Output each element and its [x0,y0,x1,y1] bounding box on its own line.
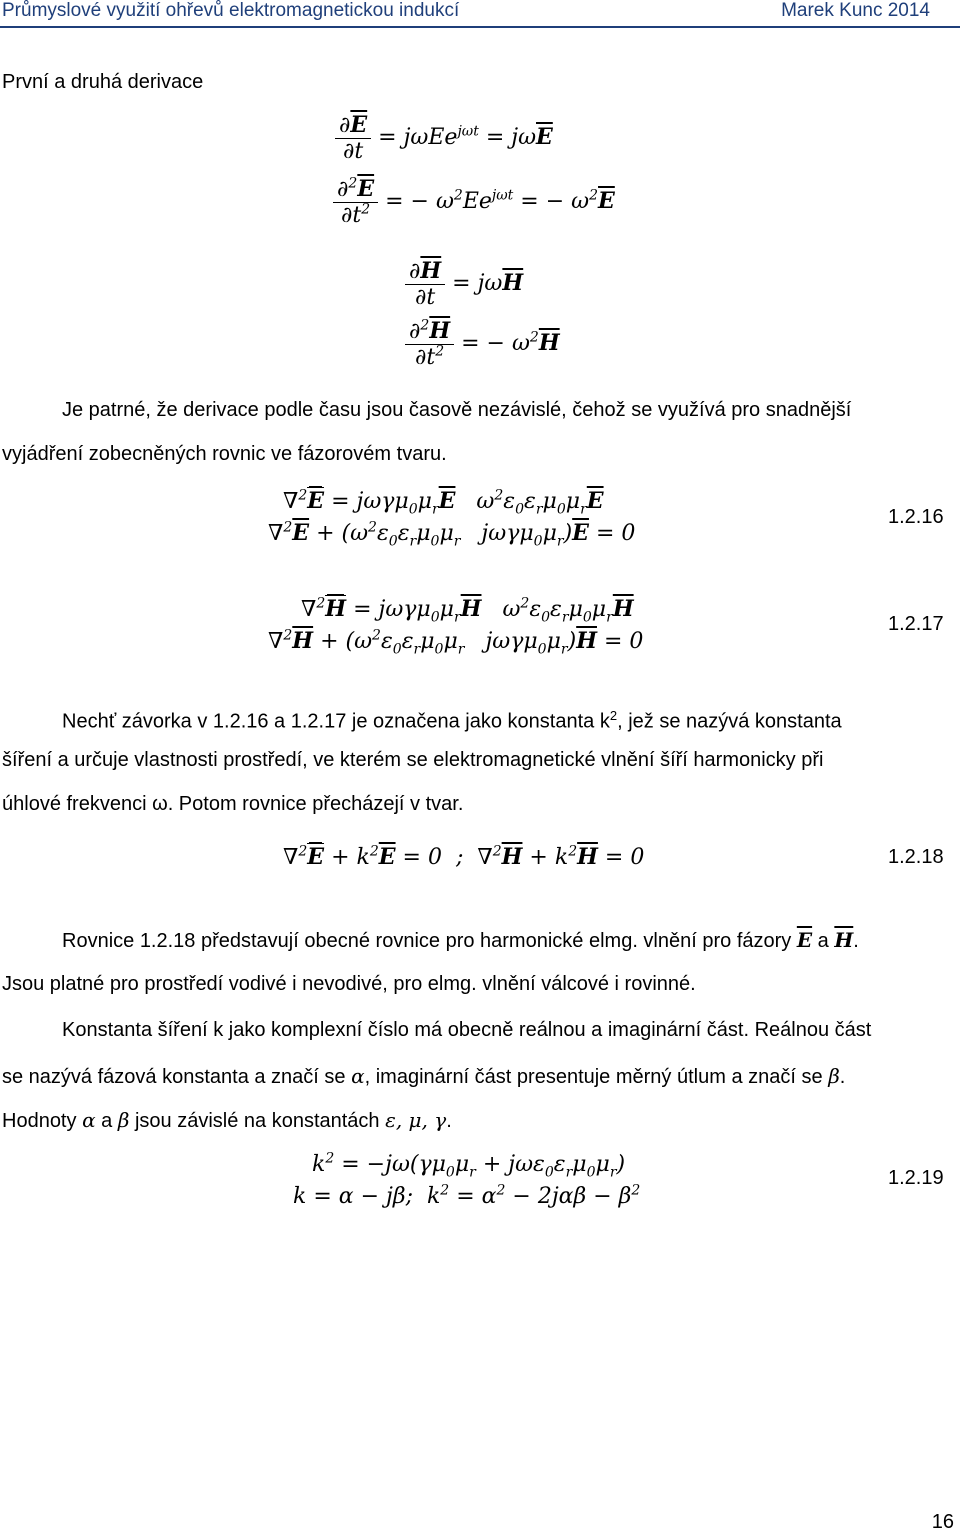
paragraph-2-line-1-text: Nechť závorka v 1.2.16 a 1.2.17 je označena jako konstanta k [62,710,610,733]
paragraph-3-line-1: Rovnice 1.2.18 představují obecné rovnice pro harmonické elmg. vlnění pro fázory $\overline{E}$ a $\overline{H}$. [62,928,859,952]
page-header [0,0,960,24]
paragraph-3-line-1-text: Rovnice 1.2.18 představují obecné rovnice pro harmonické elmg. vlnění pro fázory [62,930,792,952]
equation-dE-dt: $\frac{\partial\overline{E}}{\partial t}$ = $j\omega Ee^{j\omega t} = j\omega\overline{E}$ [335,112,553,164]
paragraph-4-line-3-text-a: Hodnoty [2,1110,77,1132]
paragraph-4-line-3-text-b: a [101,1110,113,1132]
equation-1-2-16-a: $\nabla^2E = j\omega\gamma\mu_0\mu_r\overline{E}$ $\omega^2\varepsilon_0\varepsilon_r\mu_0\mu_r\overline{E}$ [283,487,604,518]
equation-1-2-17-a: $\nabla^2H = j\omega\gamma\mu_0\mu_r\overline{H}$ $\omega^2\varepsilon_0\varepsilon_r\mu_0\mu_r\overline{H}$ [301,595,634,626]
document-title: Průmyslové využití ohřevů elektromagnetickou indukcí [2,0,460,21]
paragraph-4-line-2-text-b: , imaginární část presentuje měrný útlum a značí se [364,1066,823,1088]
equation-1-2-16-b: $\nabla^2\overline{E} + (\omega^2\varepsilon_0\varepsilon_r\mu_0\mu_r$ $j\omega\gamma\mu_0\mu_r)\overline{E} = 0$ [268,519,636,550]
equation-dH-dt: $\frac{\partial\overline{H}}{\partial t}$ = $j\omega\overline{H}$ [405,258,523,310]
paragraph-2-line-3: úhlové frekvenci ω. Potom rovnice přecházejí v tvar. [2,793,464,815]
equation-number-1-2-17: 1.2.17 [888,613,944,635]
paragraph-1-line-2: vyjádření zobecněných rovnic ve fázorovém tvaru. [2,443,447,465]
equation-number-1-2-16: 1.2.16 [888,506,944,528]
paragraph-4-line-2: se nazývá fázová konstanta a značí se α, imaginární část presentuje měrný útlum a značí se β. [2,1064,846,1088]
paragraph-2-line-1 [62,704,842,734]
paragraph-4-line-2-text-a: se nazývá fázová konstanta a značí se [2,1066,346,1088]
equation-1-2-17-b: $\nabla^2\overline{H} + (\omega^2\varepsilon_0\varepsilon_r\mu_0\mu_r$ $j\omega\gamma\mu_0\mu_r)\overline{H} = 0$ [268,627,644,658]
paragraph-4-line-3: Hodnoty α a β jsou závislé na konstantách ε, μ, γ. [2,1108,452,1132]
equation-d2E-dt2: $\frac{\partial^2\overline{E}}{\partial t^2}$ = − $\omega^2Ee^{j\omega t}$ = − $\omega^2\overline{E}$ [333,176,615,228]
equation-d2H-dt2: $\frac{\partial^2\overline{H}}{\partial t^2}$ = − $\omega^2\overline{H}$ [405,318,560,370]
equation-1-2-18: $\nabla^2E + k^2\overline{E} = 0$ ; $\nabla^2\overline{H} + k^2\overline{H} = 0$ [283,843,645,870]
alpha-symbol: α [351,1064,365,1088]
paragraph-3-line-1-and: a [817,930,829,952]
equation-number-1-2-19: 1.2.19 [888,1167,944,1189]
phasor-E: $\overline{E}$ [796,928,813,952]
paragraph-2-line-1-tail: , jež se nazývá konstanta [617,710,842,733]
beta-symbol: β [828,1064,840,1088]
section-title: První a druhá derivace [2,71,204,93]
equation-1-2-19-a: $k^2 = -j\omega(\gamma\mu_0\mu_r + j\omega\varepsilon_0\varepsilon_r\mu_0\mu_r)$ [312,1150,626,1181]
paragraph-4-line-3-text-c: jsou závislé na konstantách [134,1110,380,1132]
author-year: Marek Kunc 2014 [781,0,930,21]
equation-number-1-2-18: 1.2.18 [888,846,944,868]
phasor-H: $\overline{H}$ [834,928,854,952]
k-squared-exponent: 2 [609,708,618,723]
alpha-symbol-2: α [82,1108,96,1132]
constants-symbols: ε, μ, γ [385,1108,447,1132]
paragraph-1-line-1: Je patrné, že derivace podle času jsou časově nezávislé, čehož se využívá pro snadnější [62,399,852,421]
paragraph-4-line-1: Konstanta šíření k jako komplexní číslo má obecně reálnou a imaginární část. Reálnou část [62,1019,872,1041]
paragraph-2-line-2: šíření a určuje vlastnosti prostředí, ve kterém se elektromagnetické vlnění šíří harmonicky při [2,749,824,771]
paragraph-3-line-2: Jsou platné pro prostředí vodivé i nevodivé, pro elmg. vlnění válcové i rovinné. [2,973,696,995]
equation-1-2-19-b: k = α − jβ; $k^2 = \alpha^2 - 2j\alpha\beta - \beta^2$ [293,1182,641,1209]
beta-symbol-2: β [117,1108,130,1132]
header-rule [0,26,960,28]
page-number: 16 [931,1511,954,1533]
